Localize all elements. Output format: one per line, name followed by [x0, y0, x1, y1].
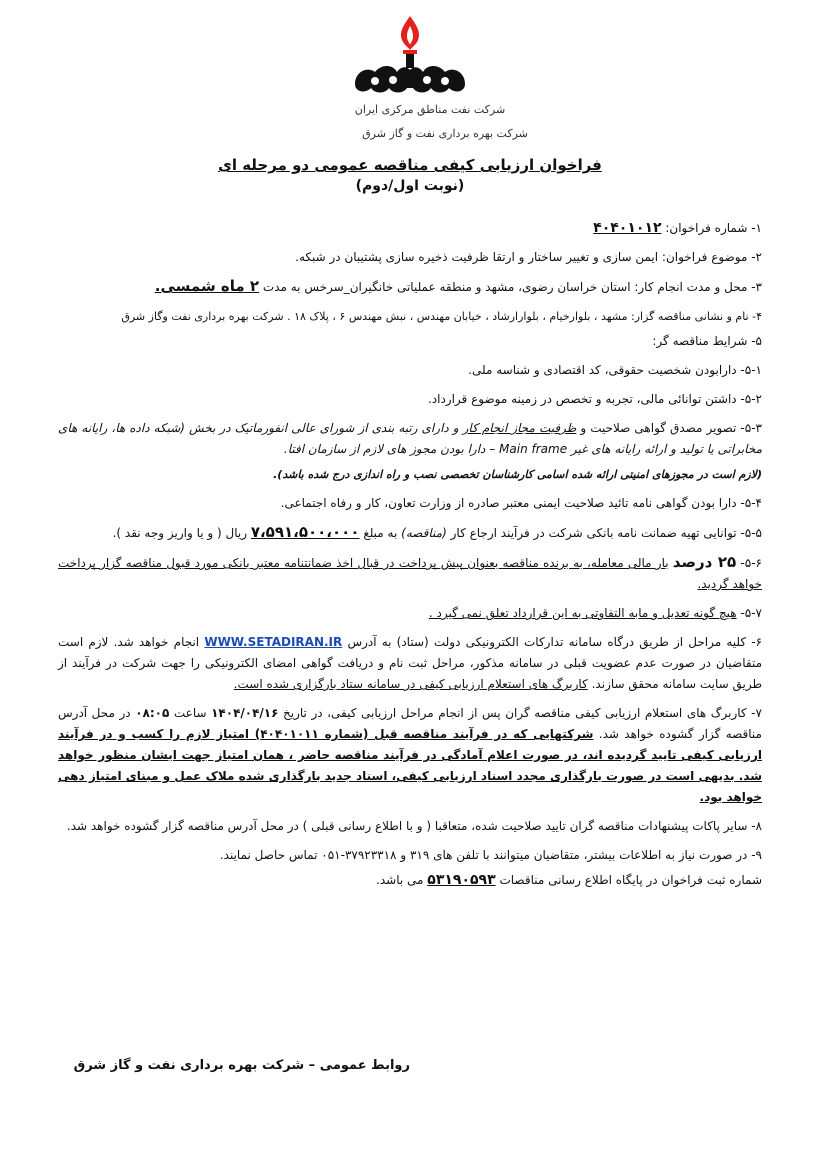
item-5-5-d: ریال ( و یا واریز وجه نقد ). — [112, 526, 247, 540]
item-5: ۵- شرایط مناقصه گر: — [652, 334, 762, 348]
registration-number: ۵۳۱۹۰۵۹۳ — [427, 872, 496, 888]
letterhead — [0, 14, 820, 144]
item-9-c: می باشد. — [376, 873, 424, 887]
company-name-2: شرکت بهره برداری نفت و گاز شرق — [362, 127, 528, 140]
item-6 — [58, 632, 762, 695]
title-main: فراخوان ارزیابی کیفی مناقصه عمومی دو مرحله ای — [218, 156, 602, 174]
item-5-2: ۵-۲- داشتن توانائی مالی، تجربه و تخصص در زمینه موضوع قرارداد. — [427, 392, 762, 406]
item-5-5-a: ۵-۵- توانایی تهیه ضمانت نامه بانکی شرکت در فرآیند ارجاع کار — [450, 526, 762, 540]
item-5-6-b: بار مالی معامله، به برنده مناقصه بعنوان پیش پرداخت در قبال اخذ ضمانتنامه معتبر بانکی مورد قبول مناقصه گزار پرداخت خواهد گردید. — [58, 556, 762, 591]
setadiran-link[interactable]: WWW.SETADIRAN.IR — [204, 635, 343, 649]
item-5-4: ۵-۴- دارا بودن گواهی نامه تائید صلاحیت ایمنی معتبر صادره از وزارت تعاون، کار و رفاه اجتماعی. — [280, 496, 762, 510]
item-5-3 — [58, 418, 762, 460]
item-5-1: ۵-۱- دارابودن شخصیت حقوقی، کد اقتصادی و شناسه ملی. — [468, 363, 762, 377]
item-7-a: ۷- کاربرگ های استعلام ارزیابی کیفی مناقصه گران پس از انجام مراحل ارزیابی کیفی، در تاریخ — [283, 706, 762, 720]
item-5-5-c: به مبلغ — [363, 526, 398, 540]
item-5-7-b: هیچ گونه تعدیل و مابه التفاوتی به این قرارداد تعلق نمی گیرد . — [428, 606, 737, 620]
signature-line: روابط عمومی – شرکت بهره برداری نفت و گاز شرق — [73, 1058, 410, 1073]
item-5-3-c: و دارای رتبه بندی از شورای عالی انفورماتیک در بخش (شبکه داده ها، رایانه های مخابراتی یا تولید و ارائه رایانه های غیر Main frame – دارا بودن مجوز های لازم از سازمان افتا. — [58, 421, 762, 456]
company-name-1: شرکت نفت مناطق مرکزی ایران — [354, 103, 506, 116]
item-9-b: شماره ثبت فراخوان در پایگاه اطلاع رسانی مناقصات — [499, 873, 762, 887]
item-5-5 — [58, 522, 762, 544]
item-4: ۴- نام و نشانی مناقصه گزار: مشهد ، بلوارخیام ، بلوارارشاد ، خیابان مهندس ، نبش مهندس ۶ ، پلاک ۱۸ . شرکت بهره برداری نفت وگاز شرق — [121, 310, 762, 323]
item-5-7-a: ۵-۷- — [740, 606, 762, 620]
item-5-3-b: ظرفیت مجاز انجام کار — [462, 421, 577, 435]
title-sub: (نوبت اول/دوم) — [355, 178, 465, 194]
item-5-3-a: ۵-۳- تصویر مصدق گواهی صلاحیت و — [580, 421, 762, 435]
item-8: ۸- سایر پاکات پیشنهادات مناقصه گران تایید صلاحیت شده، متعاقبا ( و با اطلاع رسانی قبلی ) در محل آدرس مناقصه گزار گشوده خواهد شد. — [66, 819, 762, 833]
item-6-a: ۶- کلیه مراحل از طریق درگاه سامانه تدارکات الکترونیکی دولت (ستاد) به آدرس — [347, 635, 763, 649]
item-5-3-note: (لازم است در مجوزهای امنیتی ارائه شده اسامی کارشناسان تخصصی نصب و راه اندازی درج شده باشد). — [273, 468, 762, 481]
item-5-6-a: ۵-۶- — [740, 556, 762, 570]
item-1 — [58, 218, 762, 239]
item-7-b: ساعت — [173, 706, 207, 720]
nioc-logo-icon — [345, 14, 475, 96]
item-1-label: ۱- شماره فراخوان: — [665, 221, 762, 235]
opening-date: ۱۴۰۴/۰۴/۱۶ — [211, 706, 279, 720]
opening-time: ۰۸:۰۵ — [135, 706, 170, 720]
item-6-c: کاربرگ های استعلام ارزیابی کیفی در سامانه ستاد بارگزاری شده است. — [233, 677, 588, 691]
item-7 — [58, 703, 762, 808]
item-3 — [58, 276, 762, 298]
prepayment-percent: ۲۵ درصد — [672, 553, 737, 571]
item-9-reg — [58, 870, 762, 891]
item-7-d: شرکتهایی که در فرآیند مناقصه قبل (شماره ۴۰۴۰۱۰۱۱) امتیاز لازم را کسب و در فرآیند ارزیابی کیفی تایید گردیده اند، در صورت اعلام آمادگی در فرآیند مناقصه حاضر ، همان امتیاز جهت ایشان منظور خواهد شد. بدیهی است در صورت بارگذاری مجدد اسناد ارزیابی کیفی، اسناد جدید بارگذاری شده ملاک عمل و مبنای امتیاز دهی خواهد بود. — [58, 727, 762, 804]
item-3-duration: ۲ ماه شمسی. — [154, 277, 260, 295]
item-3-text: ۳- محل و مدت انجام کار: استان خراسان رضوی، مشهد و منطقه عملیاتی خانگیران_سرخس به مدت — [262, 280, 762, 294]
item-9: ۹- در صورت نیاز به اطلاعات بیشتر، متقاضیان میتوانند با تلفن های ۳۱۹ و ۳۷۹۲۳۳۱۸-۰۵۱ تماس حاصل نمایند. — [219, 848, 762, 862]
announcement-body — [58, 218, 762, 899]
guarantee-amount: ۷،۵۹۱،۵۰۰،۰۰۰ — [250, 523, 360, 541]
item-2: ۲- موضوع فراخوان: ایمن سازی و تغییر ساختار و ارتقا ظرفیت ذخیره سازی پشتیبان در شبکه. — [295, 250, 762, 264]
item-5-6 — [58, 552, 762, 595]
item-7-c: در محل آدرس مناقصه گزار گشوده خواهد شد. — [58, 706, 762, 741]
item-5-7 — [58, 603, 762, 624]
item-6-b: انجام خواهد شد. لازم است متقاضیان در صورت عدم عضویت قبلی در سامانه مذکور، مراحل ثبت نام و دریافت گواهی امضای الکترونیکی را جهت شرکت در فرآیند از طریق سایت سامانه محقق سازند. — [58, 635, 762, 691]
tender-number: ۴۰۴۰۱۰۱۲ — [593, 220, 662, 236]
item-5-5-b: (مناقصه) — [401, 526, 447, 540]
announcement-title — [0, 156, 820, 194]
